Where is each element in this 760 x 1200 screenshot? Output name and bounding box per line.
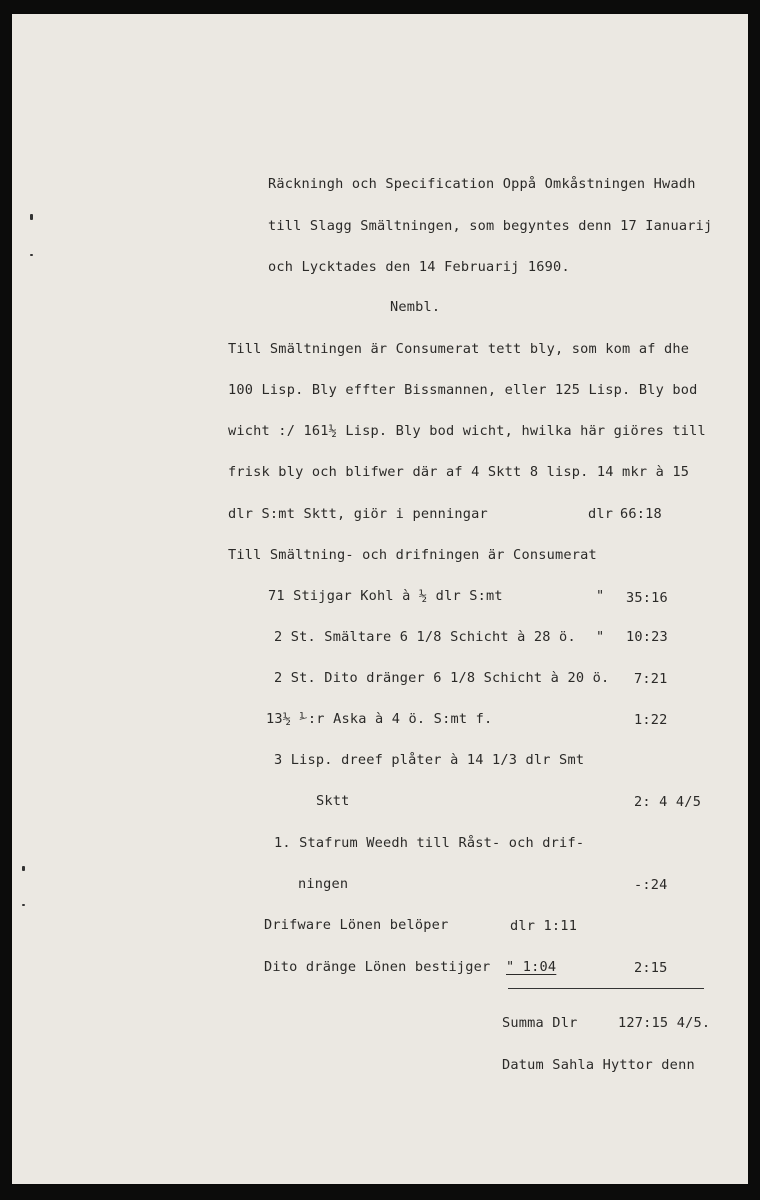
para1-line-4: frisk bly och blifwer där af 4 Sktt 8 lisp. 14 mkr à 15 [228, 464, 690, 480]
margin-speck [30, 254, 33, 256]
summa-label: Summa Dlr [502, 1015, 578, 1031]
para1-unit: dlr [588, 506, 614, 522]
para2-heading: Till Smältning- och drifningen är Consumerat [228, 547, 597, 563]
item-3-text: 2 St. Dito dränger 6 1/8 Schicht à 20 ö. [274, 670, 610, 686]
datum-line: Datum Sahla Hyttor denn [502, 1057, 695, 1073]
item-8-amount: -:24 [634, 877, 668, 893]
item-7-text: 1. Stafrum Weedh till Råst- och drif- [274, 835, 585, 851]
margin-speck [30, 214, 33, 220]
heading-line-2: till Slagg Smältningen, som begyntes denn 17 Ianuarij [268, 218, 713, 234]
item-6-amount: 2: 4 4/5 [634, 794, 702, 810]
heading-line-1: Räckningh och Specification Oppå Omkåstningen Hwadh [268, 176, 696, 192]
item-1-mark: " [596, 588, 605, 604]
para1-line-5: dlr S:mt Sktt, giör i penningar [228, 506, 488, 522]
margin-speck [22, 904, 25, 906]
sum-rule [508, 988, 704, 989]
item-5-text: 3 Lisp. dreef plåter à 14 1/3 dlr Smt [274, 752, 585, 768]
margin-speck [22, 866, 25, 871]
item-2-text: 2 St. Smältare 6 1/8 Schicht à 28 ö. [274, 629, 576, 645]
wage-1-text: Drifware Lönen belöper [264, 917, 449, 933]
item-3-amount: 7:21 [634, 671, 668, 687]
wage-2-sub: " 1:04 [506, 959, 557, 975]
para1-line-1: Till Smältningen är Consumerat tett bly, som kom af dhe [228, 341, 690, 357]
para1-line-3: wicht :/ 161½ Lisp. Bly bod wicht, hwilka här giöres till [228, 423, 706, 439]
item-8-text: ningen [298, 876, 349, 892]
wage-2-amount: 2:15 [634, 960, 668, 976]
item-1-amount: 35:16 [626, 590, 668, 606]
item-4-text: 13½ ⅟:r Aska à 4 ö. S:mt f. [266, 711, 493, 727]
nembl-label: Nembl. [390, 299, 441, 315]
item-1-text: 71 Stijgar Kohl à ½ dlr S:mt [268, 588, 503, 604]
item-2-mark: " [596, 629, 605, 645]
item-2-amount: 10:23 [626, 629, 668, 645]
wage-1-sub: dlr 1:11 [510, 918, 578, 934]
document-page [12, 14, 748, 1184]
summa-amount: 127:15 4/5. [618, 1015, 711, 1031]
para1-amount: 66:18 [620, 506, 662, 522]
item-6-text: Sktt [316, 793, 350, 809]
item-4-amount: 1:22 [634, 712, 668, 728]
wage-2-text: Dito dränge Lönen bestijger [264, 959, 491, 975]
heading-line-3: och Lycktades den 14 Februarij 1690. [268, 259, 570, 275]
para1-line-2: 100 Lisp. Bly effter Bissmannen, eller 125 Lisp. Bly bod [228, 382, 698, 398]
